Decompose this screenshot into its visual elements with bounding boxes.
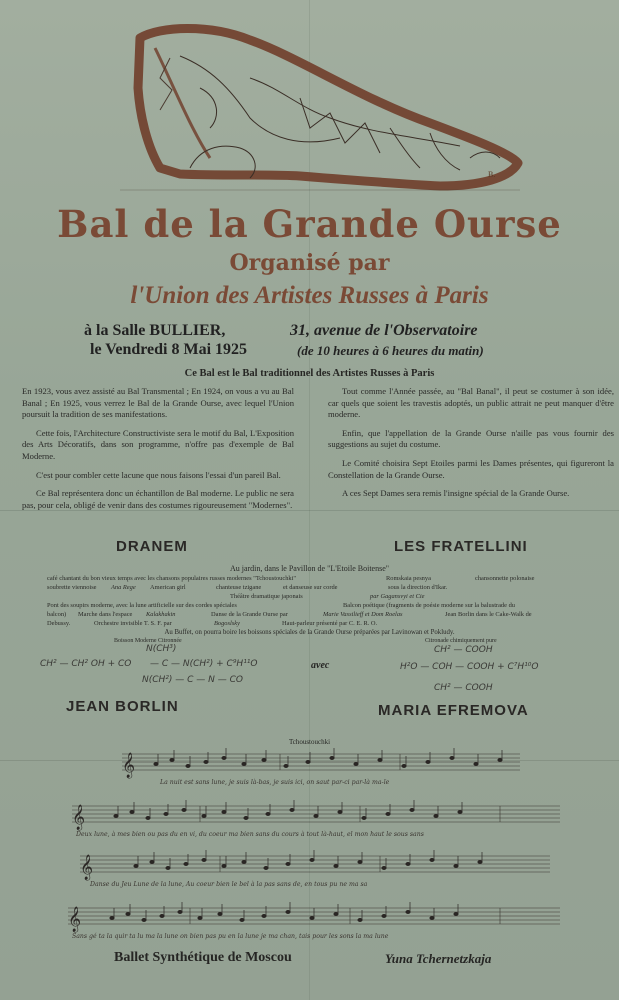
formula-left-main: CH² — CH² OH + CO (40, 659, 132, 669)
music-lyric: Deux lune, à mes bien ou pas du en vi, du coeur ma bien sans du cours à tout là-haut, el mon haut le sous sans (76, 831, 424, 838)
svg-text:𝄞: 𝄞 (68, 907, 82, 932)
svg-text:𝄞: 𝄞 (80, 855, 94, 880)
left-text-column (22, 386, 294, 511)
venue-address: 31, avenue de l'Observatoire (290, 322, 478, 339)
program-text: Balcon poétique (fragments de poésie moderne sur la balustrade du (343, 602, 515, 609)
right-paragraph: Tout comme l'Année passée, au "Bal Banal", il peut se costumer à son idée, car quels que soient les travestis adoptés, un public attrait ne peut manquer d'être moderne. (328, 386, 614, 420)
poster-title: Bal de la Grande Ourse (57, 202, 562, 246)
program-text: et danseuse sur corde (283, 584, 338, 591)
program-text: Marie Vassilieff et Dom Roelas (323, 611, 403, 618)
svg-text:𝄞: 𝄞 (122, 753, 136, 778)
artist-jean-borlin: JEAN BORLIN (66, 698, 179, 715)
garden-line: Au jardin, dans le Pavillon de "L'Etoile Boitense" (229, 564, 390, 573)
left-paragraph: En 1923, vous avez assisté au Bal Transmental ; En 1924, on vous a vu au Bal Banal ; En 1925, vous verrez le Bal de la Grande Ourse, avec lequel l'Union poursuit la tradition de ses manifestations. (22, 386, 294, 420)
program-text: Haut-parleur présenté par C. E. R. O. (282, 620, 378, 627)
right-text-column (328, 386, 614, 500)
drink-left-label: Boisson Moderne Citronnée (114, 638, 182, 644)
program-text: soubrette viennoise (47, 584, 97, 591)
program-text: balcon) (47, 611, 67, 618)
left-paragraph: Ce Bal représentera donc un échantillon de Bal moderne. Le public ne sera pas, pour cela, obligé de venir dans des costumes rigoureusement "Modernes". (22, 488, 294, 510)
program-text: American girl (150, 584, 186, 591)
program-text: Théâtre dramatique japonais (230, 593, 303, 600)
drink-right-label: Citronade chimiquement pure (425, 638, 497, 644)
formula-right-2: H²O — COH — COOH + C⁷H¹⁰O (400, 662, 539, 672)
formula-left-bottom: N(CH²) — C — N — CO (142, 675, 243, 685)
program-text: café chantant du bon vieux temps avec les chansons populaires russes modernes "Tchoustouchki" (47, 575, 296, 582)
venue-name: à la Salle BULLIER, (84, 322, 226, 339)
program-text: par Gagansvyi et Cie (370, 593, 425, 600)
program-text: chanteuse tzigane (216, 584, 262, 591)
program-text: Ana Rege (111, 584, 136, 591)
intro-line: Ce Bal est le Bal traditionnel des Artistes Russes à Paris (184, 368, 435, 379)
illustration-signature: B. (488, 170, 496, 179)
organizer-label: Organisé par (229, 250, 390, 276)
left-paragraph: C'est pour combler cette lacune que nous faisons l'essai d'un pareil Bal. (36, 469, 281, 480)
program-text: chansonnette polonaise (475, 575, 535, 582)
music-lyric: Sans gé ta la quir ta lu ma la lune on bien pas pu en la lune je ma chan, tais pour les sons la ma lune (72, 933, 389, 940)
artist-maria-efremova: MARIA EFREMOVA (378, 702, 529, 719)
program-text: sous la direction d'Ikar. (388, 584, 448, 591)
program-text: Debussy. (47, 620, 71, 627)
music-lyric: Danse du Jeu Lune de la lune, Au coeur bien le bel à la pas sans de, en tous pu ne ma sa (90, 881, 368, 888)
formula-left-top: N(CH³) (146, 644, 177, 654)
sheet-music (60, 740, 580, 950)
program-text: Bogoslsky (214, 620, 240, 627)
artist-fratellini: LES FRATELLINI (394, 538, 528, 555)
program-text: Romskaia pesnya (386, 575, 431, 582)
formula-left-right: — C — N(CH²) + C⁹H¹¹O (150, 659, 258, 669)
avec-label: avec (311, 660, 330, 671)
program-text: Danse de la Grande Ourse par (211, 611, 288, 618)
event-hours: (de 10 heures à 6 heures du matin) (297, 343, 484, 358)
svg-text:𝄞: 𝄞 (72, 805, 86, 830)
right-paragraph: Enfin, que l'appellation de la Grande Ourse n'aille pas vous fournir des suggestions au sujet du costume. (328, 427, 614, 450)
program-text: Marche dans l'espace (78, 611, 133, 618)
music-title: Tchoustouchki (288, 738, 331, 746)
formula-right-1: CH² — COOH (434, 645, 493, 655)
event-date: le Vendredi 8 Mai 1925 (90, 341, 248, 358)
organizer-name: l'Union des Artistes Russes à Paris (130, 282, 489, 309)
left-paragraph: Cette fois, l'Architecture Constructiviste sera le motif du Bal, L'Exposition des Arts Décoratifs, dans son programme, n'offre pas d'exemple de Bal Moderne. (22, 427, 294, 461)
reclining-figure-illustration (100, 18, 530, 198)
music-lyric: La nuit est sans lune, je suis là-bas, je suis ici, on saut par-ci par-là ma-ïe (160, 779, 390, 786)
program-text: Orchestre invisible T. S. F. par (94, 620, 172, 627)
footer-dancer: Yuna Tchernetzkaja (385, 951, 492, 966)
right-paragraph: A ces Sept Dames sera remis l'insigne spécial de la Grande Ourse. (342, 488, 570, 499)
artist-dranem: DRANEM (116, 538, 188, 555)
program-text: Jean Borlin dans le Cake-Walk de (445, 611, 532, 618)
program-text: Pont des soupirs moderne, avec la lune artificielle sur des cordes spéciales (47, 602, 237, 609)
chemical-formulas (0, 640, 619, 700)
formula-right-3: CH² — COOH (434, 683, 493, 693)
program-text: Kalakhakin (146, 611, 176, 618)
footer-ballet: Ballet Synthétique de Moscou (114, 950, 292, 965)
buffet-line: Au Buffet, on pourra boire les boissons spéciales de la Grande Ourse préparées par Lavinowan et Pokludy. (164, 629, 455, 636)
right-paragraph: Le Comité choisira Sept Etoiles parmi les Dames présentes, qui figureront la Constellation de la Grande Ourse. (328, 457, 614, 480)
